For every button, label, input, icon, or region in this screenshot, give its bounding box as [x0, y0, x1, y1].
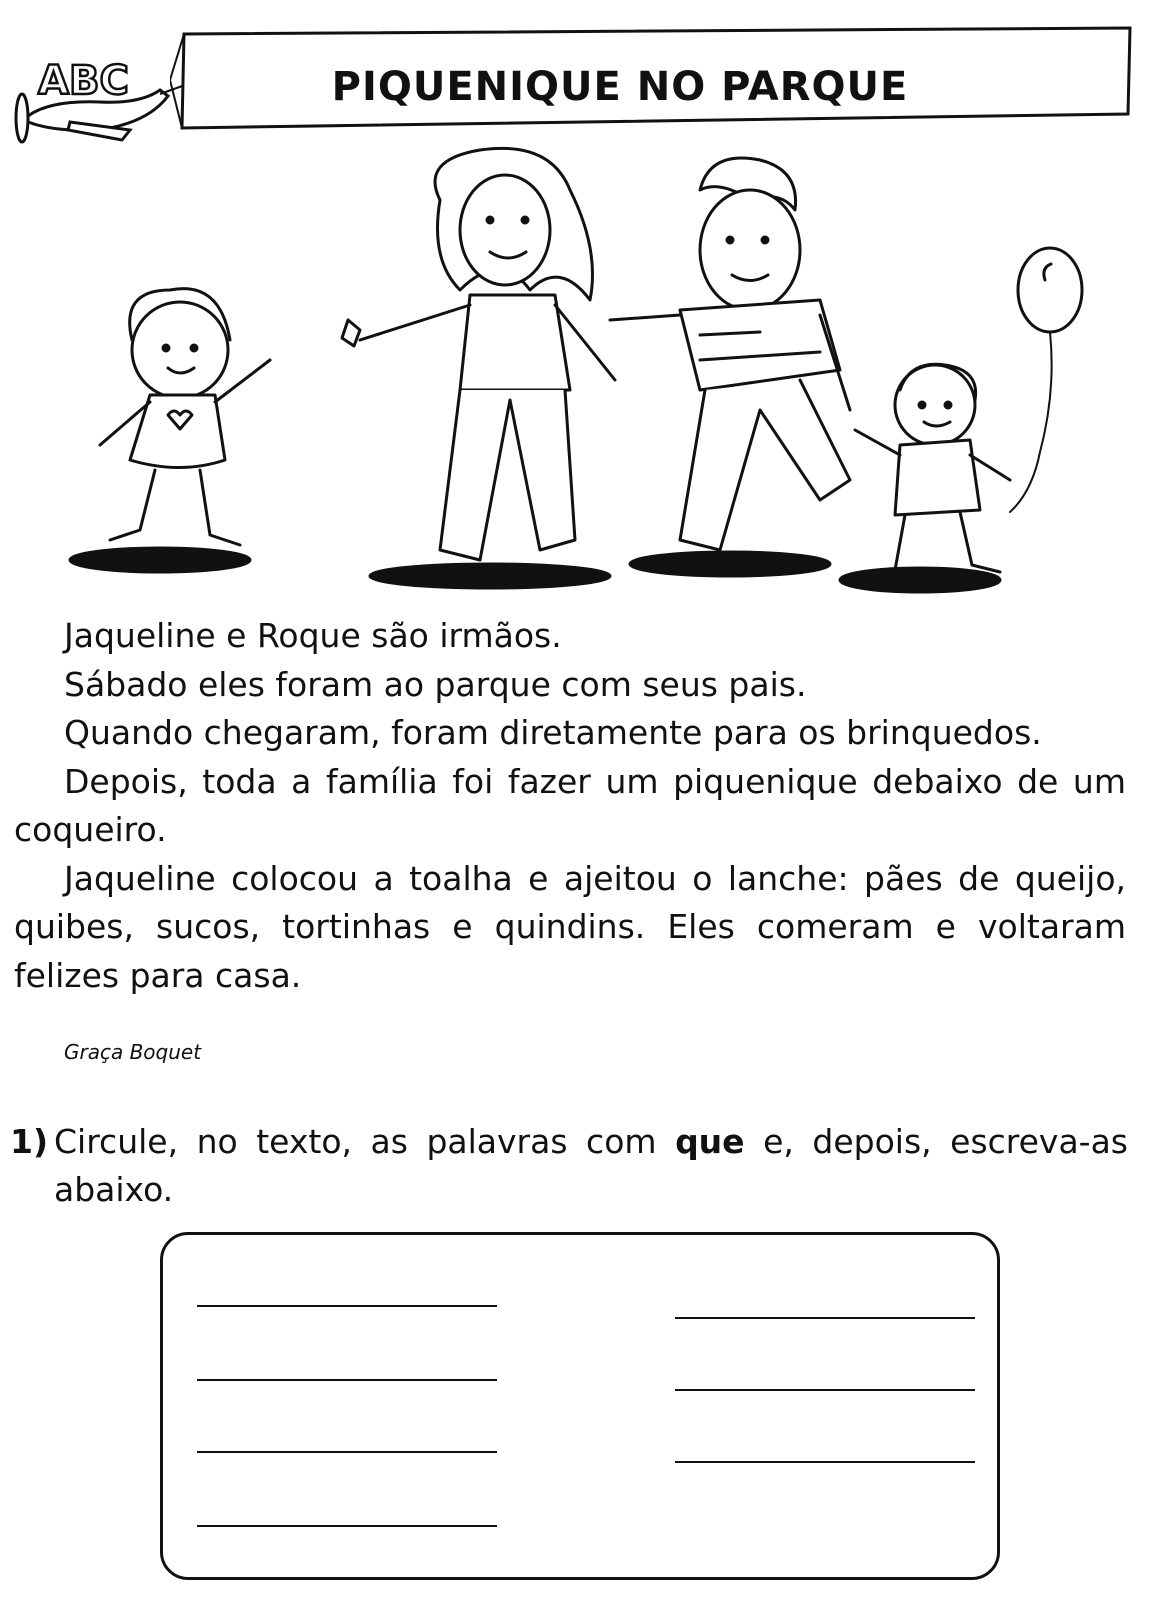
instruction-text-end: e, depois, escreva-as abaixo.	[54, 1122, 1128, 1209]
story-paragraph: Jaqueline colocou a toalha e ajeitou o lanche: pães de queijo, quibes, sucos, tortinhas e quindins. Eles comeram e voltaram felizes para casa.	[14, 858, 1126, 995]
answer-line[interactable]	[675, 1389, 975, 1391]
story-paragraph: Depois, toda a família foi fazer um piquenique debaixo de um coqueiro.	[14, 761, 1126, 849]
answer-line[interactable]	[675, 1317, 975, 1319]
story-paragraph: Sábado eles foram ao parque com seus pais.	[64, 664, 807, 704]
family-walking-illustration	[60, 140, 1120, 600]
answer-box	[160, 1232, 1000, 1580]
page-title: PIQUENIQUE NO PARQUE	[331, 64, 909, 110]
answer-line[interactable]	[197, 1379, 497, 1381]
girl-figure	[100, 289, 270, 545]
mother-figure	[342, 148, 615, 560]
author-credit: Graça Boquet	[64, 1040, 202, 1064]
highlighted-word: que	[675, 1122, 745, 1161]
answer-line[interactable]	[675, 1461, 975, 1463]
story-paragraph: Jaqueline e Roque são irmãos.	[64, 616, 562, 655]
balloon-icon	[1010, 248, 1082, 512]
exercise-1	[10, 1118, 1128, 1214]
abc-airplane-icon	[10, 30, 185, 145]
answer-line[interactable]	[197, 1451, 497, 1453]
exercise-instruction	[54, 1118, 1128, 1214]
logo-letters: ABC	[38, 58, 129, 104]
story-text	[14, 612, 1126, 1000]
story-paragraph: Quando chegaram, foram diretamente para os brinquedos.	[64, 713, 1042, 752]
exercise-number: 1)	[10, 1122, 49, 1161]
instruction-text-start: Circule, no texto, as palavras com	[54, 1122, 676, 1161]
father-figure	[610, 158, 850, 550]
boy-figure	[855, 364, 1010, 578]
answer-line[interactable]	[197, 1305, 497, 1307]
answer-line[interactable]	[197, 1525, 497, 1527]
header	[10, 20, 1140, 145]
